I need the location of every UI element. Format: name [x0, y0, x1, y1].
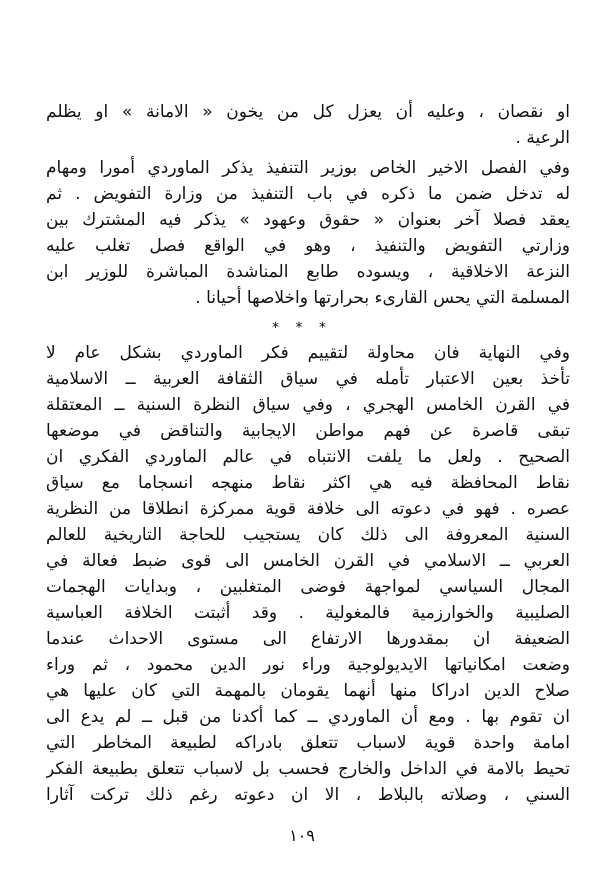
- section-separator: * * *: [272, 320, 332, 336]
- text-line: الرعية .: [515, 128, 570, 148]
- text-line: النزعة الاخلاقية ، ويسوده طابع المناشدة المباشرة للوزير ابن: [46, 262, 570, 282]
- text-line: الضعيفة ان بمقدورها الارتفاع الى مستوى الاحداث عندما: [46, 629, 570, 649]
- text-line: صلاح الدين ادراكا منها أنهما يقومان بالمهمة التي كان عليها هي: [46, 681, 570, 701]
- text-line: عصره . فهو في دعوته الى خلافة قوية ممركزة انطلاقا من النظرية: [46, 499, 570, 519]
- text-line: الصحيح . ولعل ما يلفت الانتباه في عالم الماوردي الفكري ان: [46, 447, 570, 467]
- text-line: الصليبية والخوارزمية فالمغولية . وقد أثبتت الخلافة العباسية: [46, 603, 570, 623]
- text-line: وزارتي التفويض والتنفيذ ، وهو في الواقع فصل تغلب عليه: [46, 236, 570, 256]
- text-line: تبقى قاصرة عن فهم مواطن الايجابية والتناقض في موضعها: [46, 421, 570, 441]
- text-line: او نقصان ، وعليه أن يعزل كل من يخون « الامانة » او يظلم: [46, 102, 570, 122]
- text-line: المسلمة التي يحس القارىء بحرارتها واخلاصها أحيانا .: [195, 288, 570, 308]
- text-line: السني ، وصلاته بالبلاط ، الا ان دعوته رغم ذلك تركت آثارا: [46, 785, 570, 805]
- text-line: المجال السياسي لمواجهة فوضى المتغلبين ، وبدايات الهجمات: [46, 577, 570, 597]
- text-line: يعقد فصلا آخر بعنوان « حقوق وعهود » يذكر فيه المشترك بين: [46, 210, 570, 230]
- text-line: العربي ــ الاسلامي في القرن الخامس الى قوى ضبط فعالة في: [46, 551, 570, 571]
- page-number: ١٠٩: [289, 826, 315, 845]
- text-line: تأخذ بعين الاعتبار تأمله في سياق الثقافة العربية ــ الاسلامية: [46, 369, 570, 389]
- text-line: نقاط المحافظة فيه هي اكثر نقاط منهجه انسجاما مع سياق: [46, 473, 570, 493]
- text-line: له تدخل ضمن ما ذكره في باب التنفيذ من وزارة التفويض . ثم: [46, 184, 570, 204]
- text-line: امامة واحدة قوية لاسباب تتعلق بادراكه لطبيعة المخاطر التي: [46, 733, 570, 753]
- text-line: تحيط بالامة في الداخل والخارج فحسب بل لاسباب تتعلق بطبيعة الفكر: [46, 759, 570, 779]
- text-line: السنية المعروفة الى ذلك كان يستجيب للحاجة التاريخية للعالم: [46, 525, 570, 545]
- text-line: في القرن الخامس الهجري ، وفي سياق النظرة السنية ــ المعتقلة: [46, 395, 570, 415]
- text-line: وفي النهاية فان محاولة لتقييم فكر الماوردي بشكل عام لا: [46, 343, 570, 363]
- text-line: ان تقوم بها . ومع أن الماوردي ــ كما أكدنا من قبل ــ لم يدع الى: [46, 707, 570, 727]
- text-line: وفي الفصل الاخير الخاص بوزير التنفيذ يذكر الماوردي أمورا ومهام: [46, 158, 570, 178]
- text-line: وضعت امكانياتها الايديولوجية وراء نور الدين محمود ، ثم وراء: [46, 655, 570, 675]
